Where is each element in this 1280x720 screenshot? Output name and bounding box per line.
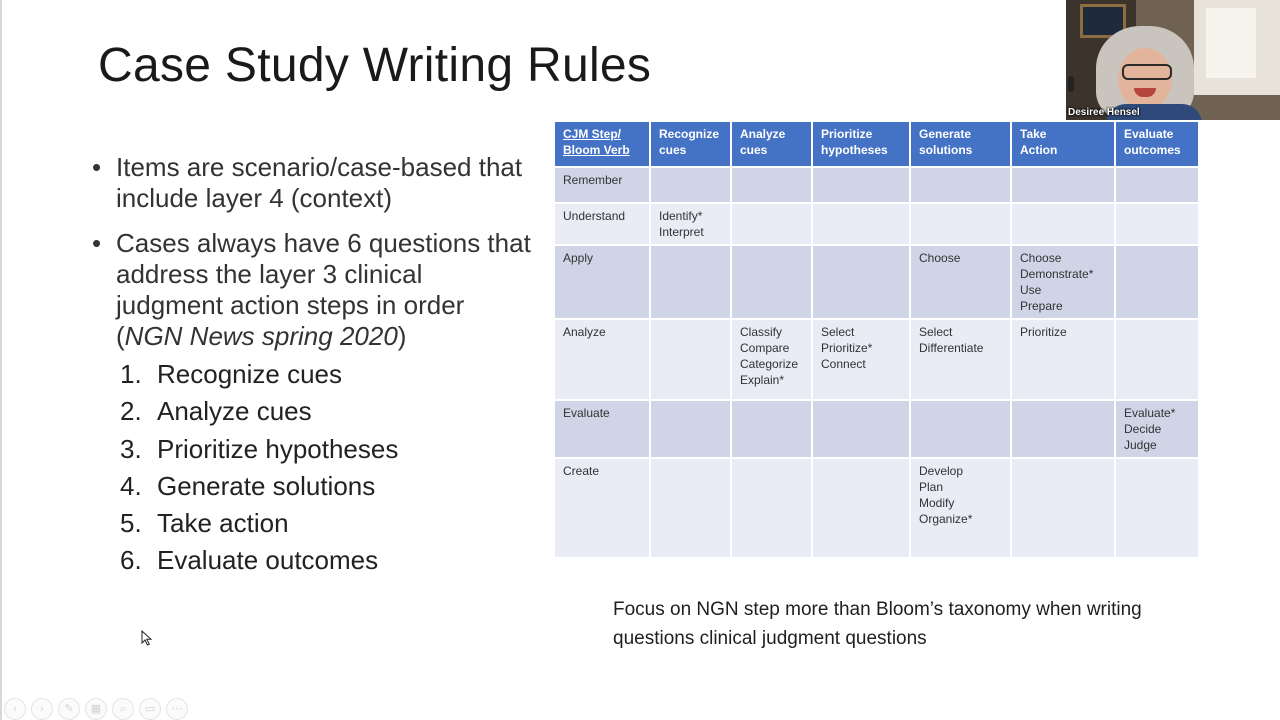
bullet-list: [92, 152, 532, 366]
table-cell: [1011, 458, 1115, 558]
table-row: [554, 319, 1199, 400]
table-cell: [910, 400, 1011, 458]
see-all-slides-button[interactable]: ▦: [85, 698, 107, 720]
table-cell: [1011, 167, 1115, 203]
step-number: 3.: [120, 433, 142, 464]
step-label: Evaluate outcomes: [157, 545, 379, 576]
cjm-steps-list: [120, 356, 398, 580]
previous-slide-button[interactable]: ‹: [4, 698, 26, 720]
step-number: 5.: [120, 508, 142, 539]
step-item: [120, 431, 398, 468]
bullet-text: Items are scenario/case-based that include layer 4 (context): [116, 152, 523, 213]
table-cell: Understand: [554, 203, 650, 245]
table-cell: [731, 203, 812, 245]
next-slide-button[interactable]: ›: [31, 698, 53, 720]
step-number: 6.: [120, 545, 142, 576]
table-row: [554, 458, 1199, 558]
table-cell: [650, 319, 731, 400]
table-cell: Remember: [554, 167, 650, 203]
slide-title: Case Study Writing Rules: [98, 39, 652, 92]
table-row: [554, 245, 1199, 319]
table-header-row: [554, 121, 1199, 167]
table-cell: Classify Compare Categorize Explain*: [731, 319, 812, 400]
table-cell: Analyze: [554, 319, 650, 400]
step-item: [120, 505, 398, 542]
table-cell: [1115, 167, 1199, 203]
table-cell: [812, 400, 910, 458]
step-label: Take action: [157, 508, 289, 539]
participant-video-tile[interactable]: [1066, 0, 1280, 120]
table-cell: Develop Plan Modify Organize*: [910, 458, 1011, 558]
table-cell: [650, 167, 731, 203]
subtitles-button[interactable]: ▭: [139, 698, 161, 720]
table-header-cell: CJM Step/ Bloom Verb: [554, 121, 650, 167]
step-item: [120, 356, 398, 393]
step-label: Generate solutions: [157, 470, 376, 501]
table-cell: Identify* Interpret: [650, 203, 731, 245]
pen-tool-button[interactable]: ✎: [58, 698, 80, 720]
table-cell: Select Differentiate: [910, 319, 1011, 400]
bullet-tail: ): [397, 321, 407, 351]
bullet-dot: •: [92, 152, 102, 182]
table-cell: Apply: [554, 245, 650, 319]
table-header-cell: Evaluate outcomes: [1115, 121, 1199, 167]
table-cell: [650, 458, 731, 558]
table-cell: [1115, 458, 1199, 558]
table-header-cell: Prioritize hypotheses: [812, 121, 910, 167]
step-item: [120, 468, 398, 505]
table-row: [554, 400, 1199, 458]
step-item: [120, 542, 398, 579]
bullet-dot: •: [92, 228, 102, 258]
table-cell: [731, 245, 812, 319]
focus-note: Focus on NGN step more than Bloom’s taxonomy when writing questions clinical judgment questions: [613, 599, 1142, 649]
step-label: Analyze cues: [157, 396, 312, 427]
table-cell: [812, 203, 910, 245]
step-label: Recognize cues: [157, 359, 342, 389]
step-number: 2.: [120, 396, 142, 427]
table-cell: [910, 203, 1011, 245]
headset-icon: [1068, 76, 1074, 92]
bullet-text: Cases always have 6 questions that address the layer 3 clinical judgment action steps in order (: [116, 228, 531, 351]
mouse-cursor-icon: [141, 630, 153, 646]
window-pane: [1206, 8, 1256, 78]
table-cell: Choose Demonstrate* Use Prepare: [1011, 245, 1115, 319]
table-cell: [1011, 203, 1115, 245]
table-cell: [731, 167, 812, 203]
table-cell: [1115, 245, 1199, 319]
slideshow-toolbar: [4, 698, 188, 720]
table-cell: [731, 400, 812, 458]
table-cell: [812, 167, 910, 203]
table-cell: [731, 458, 812, 558]
table-cell: [650, 400, 731, 458]
table-cell: Evaluate: [554, 400, 650, 458]
table-cell: [1011, 400, 1115, 458]
table-header-cell: Take Action: [1011, 121, 1115, 167]
bullet-item: [92, 228, 532, 352]
bullet-item: [92, 152, 532, 214]
table-cell: [650, 245, 731, 319]
table-cell: [812, 458, 910, 558]
step-label: Prioritize hypotheses: [157, 433, 399, 464]
table-cell: Create: [554, 458, 650, 558]
citation-text: NGN News spring 2020: [124, 321, 398, 351]
table-cell: [1115, 319, 1199, 400]
table-header-cell: Recognize cues: [650, 121, 731, 167]
cjm-bloom-table: [553, 120, 1200, 559]
zoom-button[interactable]: ⌕: [112, 698, 134, 720]
participant-glasses: [1122, 64, 1172, 80]
table-cell: Evaluate* Decide Judge: [1115, 400, 1199, 458]
step-number: 4.: [120, 470, 142, 501]
table-cell: Select Prioritize* Connect: [812, 319, 910, 400]
table-cell: Choose: [910, 245, 1011, 319]
table-cell: [1115, 203, 1199, 245]
table-header-cell: Analyze cues: [731, 121, 812, 167]
participant-name: Desiree Hensel: [1068, 107, 1140, 118]
table-cell: Prioritize: [1011, 319, 1115, 400]
table-row: [554, 167, 1199, 203]
table-cell: [910, 167, 1011, 203]
step-number: 1.: [120, 359, 142, 389]
table-header-cell: Generate solutions: [910, 121, 1011, 167]
table-cell: [812, 245, 910, 319]
slide-edge: [0, 0, 2, 720]
more-options-button[interactable]: ⋯: [166, 698, 188, 720]
table-row: [554, 203, 1199, 245]
step-item: [120, 393, 398, 430]
